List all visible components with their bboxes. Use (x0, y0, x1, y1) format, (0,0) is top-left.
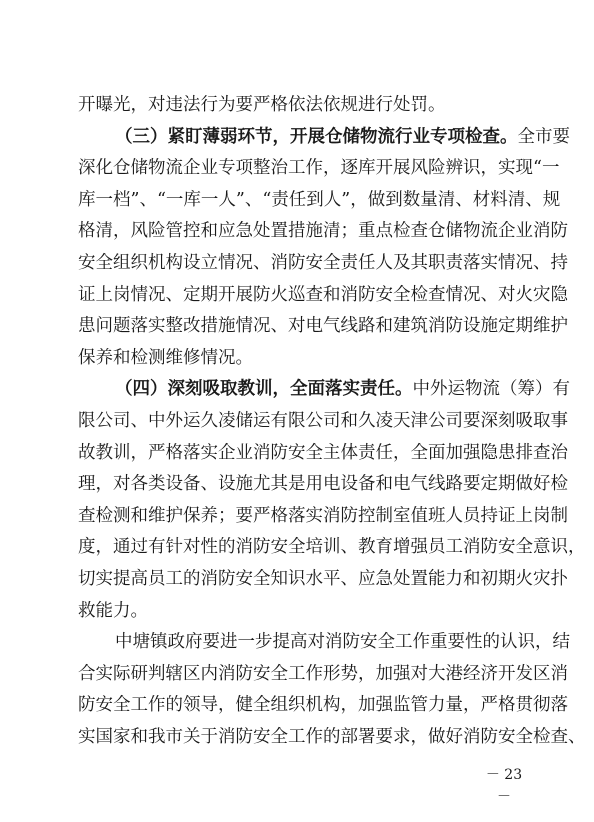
text-line (78, 214, 568, 248)
line-text: 全市要 (517, 126, 570, 147)
text-line (78, 309, 568, 343)
line-text: 证上岗情况、定期开展防火巡查和消防安全检查情况、对火灾隐 (78, 284, 568, 305)
line-text: 度，通过有针对性的消防安全培训、教育增强员工消防安全意识， (78, 537, 586, 558)
section-heading: （四）深刻吸取教训，全面落实责任。 (115, 379, 413, 400)
line-text: 安全组织机构设立情况、消防安全责任人及其职责落实情况、持 (78, 253, 568, 273)
section-heading: （三）紧盯薄弱环节，开展仓储物流行业专项检查。 (115, 126, 518, 147)
line-text: 切实提高员工的消防安全知识水平、应急处置能力和初期火灾扑 (78, 569, 568, 589)
line-text: 格清，风险管控和应急处置措施清；重点检查仓储物流企业消防 (78, 221, 568, 242)
text-line (115, 120, 570, 154)
text-line (78, 720, 586, 754)
line-text: 库一档”、“一库一人”、“责任到人”，做到数量清、材料清、规 (78, 189, 561, 210)
line-text: 深化仓储物流企业专项整治工作，逐库开展风险辨识，实现“一 (78, 158, 560, 179)
line-text: 保养和检测维修情况。 (78, 347, 253, 368)
text-line (78, 688, 568, 722)
text-line (78, 278, 568, 312)
line-text: 中塘镇政府要进一步提高对消防安全工作重要性的认识，结 (115, 632, 570, 653)
text-line (78, 341, 538, 375)
line-text: 防安全工作的领导，健全组织机构，加强监管力量，严格贯彻落 (78, 695, 568, 716)
text-line (78, 183, 561, 217)
text-line (78, 246, 568, 280)
text-line (78, 657, 568, 691)
text-line (78, 530, 586, 564)
text-line (115, 372, 570, 406)
text-line (78, 594, 538, 628)
text-line (78, 88, 538, 122)
line-text: 开曝光，对违法行为要严格依法依规进行处罚。 (78, 95, 446, 115)
line-text: 理，对各类设备、设施尤其是用电设备和电气线路要定期做好检 (78, 474, 568, 495)
text-line (78, 151, 560, 185)
line-text: 中外运物流（筹）有 (412, 379, 570, 400)
text-line (115, 625, 570, 659)
line-text: 查检测和维护保养；要严格落实消防控制室值班人员持证上岗制 (78, 505, 568, 526)
text-line (78, 467, 568, 501)
line-text: 限公司、中外运久凌储运有限公司和久凌天津公司要深刻吸取事 (78, 411, 568, 431)
page-number: － 23 － (485, 767, 523, 805)
line-text: 患问题落实整改措施情况、对电气线路和建筑消防设施定期维护 (78, 316, 568, 337)
text-line (78, 404, 568, 438)
line-text: 合实际研判辖区内消防安全工作形势，加强对大港经济开发区消 (78, 663, 568, 684)
text-line (78, 436, 568, 470)
line-text: 实国家和我市关于消防安全工作的部署要求，做好消防安全检查、 (78, 727, 586, 747)
line-text: 救能力。 (78, 600, 148, 621)
text-line (78, 562, 568, 596)
text-line (78, 499, 568, 533)
line-text: 故教训，严格落实企业消防安全主体责任，全面加强隐患排查治 (78, 442, 568, 463)
